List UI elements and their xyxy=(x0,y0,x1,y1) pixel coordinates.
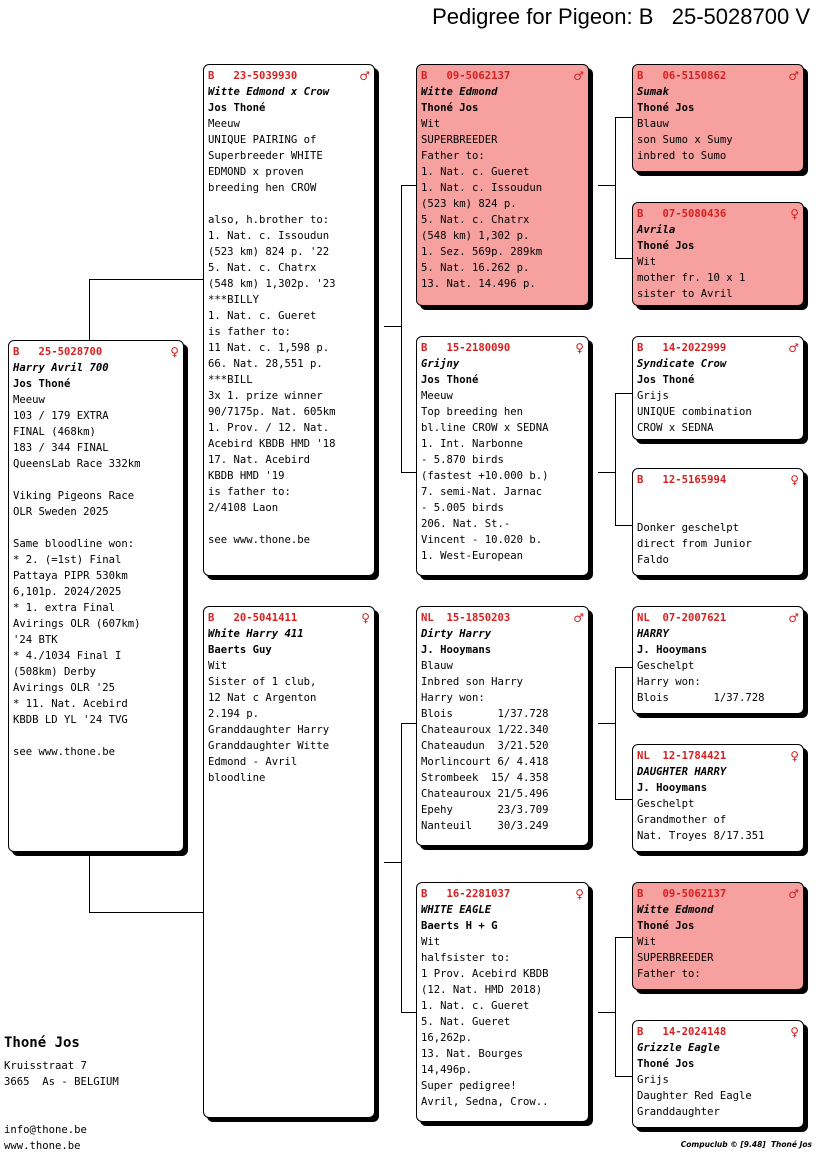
connector xyxy=(401,1012,417,1013)
pigeon-info-line: Wit xyxy=(421,936,441,948)
pigeon-header xyxy=(421,340,584,356)
pigeon-info-line: SUPERBREEDER xyxy=(421,134,498,146)
pigeon-card-main xyxy=(8,340,184,852)
breeder-name: Thoné Jos xyxy=(421,102,479,114)
female-icon: ♀ xyxy=(170,345,179,359)
pigeon-info-line: Wit xyxy=(208,660,228,672)
pigeon-card-sire xyxy=(203,64,375,576)
pigeon-card-dam xyxy=(203,606,375,1118)
owner-city: 3665 As - BELGIUM xyxy=(4,1076,119,1088)
pigeon-info-line: Blauw xyxy=(637,118,669,130)
pigeon-info-line: sister to Avril xyxy=(637,288,733,300)
pigeon-name: Syndicate Crow xyxy=(637,358,727,370)
breeder-name: Jos Thoné xyxy=(13,378,71,390)
page-title: Pedigree for Pigeon: B 25-5028700 V xyxy=(432,4,810,29)
pigeon-header xyxy=(637,610,799,626)
ring-number: B 12-5165994 xyxy=(637,474,727,486)
pigeon-header xyxy=(208,610,370,626)
ring-number: B 07-5080436 xyxy=(637,208,727,220)
pigeon-name: Sumak xyxy=(637,86,669,98)
pigeon-info-line: UNIQUE combination xyxy=(637,406,752,418)
pigeon-info-line: ***BILL xyxy=(208,374,253,386)
pigeon-info-line: Granddaughter xyxy=(637,1106,720,1118)
pigeon-info-line: - 5.005 birds xyxy=(421,502,504,514)
pigeon-info-line: mother fr. 10 x 1 xyxy=(637,272,746,284)
pigeon-info-line: Wit xyxy=(421,118,441,130)
breeder-name: Thoné Jos xyxy=(637,102,695,114)
pigeon-info-line: 1. Nat. c. Gueret xyxy=(208,310,317,322)
female-icon: ♀ xyxy=(790,1025,799,1039)
breeder-name: J. Hooymans xyxy=(637,782,708,794)
pigeon-card-dam-sire-dam xyxy=(632,744,804,852)
pigeon-info-line: 206. Nat. St.- xyxy=(421,518,511,530)
connector xyxy=(615,937,616,1077)
pigeon-header xyxy=(421,68,584,84)
pigeon-info-line: '24 BTK xyxy=(13,634,58,646)
pigeon-header xyxy=(637,340,799,356)
pigeon-info-line: UNIQUE PAIRING of xyxy=(208,134,317,146)
pigeon-info-line: (548 km) 1,302p. '23 xyxy=(208,278,336,290)
pigeon-header xyxy=(637,472,799,488)
pigeon-info-line: 1. Nat. c. Issoudun xyxy=(208,230,330,242)
pigeon-info-line: 3x 1. prize winner xyxy=(208,390,323,402)
ring-number: B 09-5062137 xyxy=(421,70,511,82)
pigeon-info-line: see www.thone.be xyxy=(13,746,116,758)
pigeon-info-line xyxy=(208,196,370,212)
pigeon-info-line: 1 Prov. Acebird KBDB xyxy=(421,968,549,980)
breeder-name xyxy=(637,504,799,520)
pigeon-info-line: bloodline xyxy=(208,772,266,784)
pigeon-info-line: Wit xyxy=(637,256,657,268)
pigeon-info-line: OLR Sweden 2025 xyxy=(13,506,109,518)
pigeon-info-line: Granddaughter Harry xyxy=(208,724,330,736)
pigeon-info-line: Avirings OLR '25 xyxy=(13,682,116,694)
male-icon: ♂ xyxy=(788,69,799,83)
pigeon-info-line: is father to: xyxy=(208,326,291,338)
breeder-name: Jos Thoné xyxy=(208,102,266,114)
connector xyxy=(615,667,616,800)
pigeon-info-line xyxy=(13,728,179,744)
pigeon-name: Witte Edmond x Crow xyxy=(208,86,330,98)
pigeon-info-line: 1. Nat. c. Gueret xyxy=(421,1000,530,1012)
female-icon: ♀ xyxy=(575,887,584,901)
pigeon-info-line: Acebird KBDB HMD '18 xyxy=(208,438,336,450)
pigeon-info-line: 14,496p. xyxy=(421,1064,473,1076)
pigeon-card-sire-dam xyxy=(416,336,589,576)
pigeon-info-line: * 4./1034 Final I xyxy=(13,650,122,662)
pigeon-info-line: 90/7175p. Nat. 605km xyxy=(208,406,336,418)
pigeon-header xyxy=(208,68,370,84)
pigeon-info-line: - 5.870 birds xyxy=(421,454,504,466)
pigeon-name: Dirty Harry xyxy=(421,628,492,640)
pigeon-info-line: Harry won: xyxy=(637,676,701,688)
female-icon: ♀ xyxy=(575,341,584,355)
pigeon-info-line: (548 km) 1,302 p. xyxy=(421,230,530,242)
pigeon-info-line: 1. Prov. / 12. Nat. xyxy=(208,422,330,434)
connector xyxy=(401,185,402,472)
pigeon-info-line: QueensLab Race 332km xyxy=(13,458,141,470)
pigeon-header xyxy=(637,886,799,902)
pigeon-card-dam-sire xyxy=(416,606,589,846)
pigeon-info-line: KBDB LD YL '24 TVG xyxy=(13,714,128,726)
pigeon-name: Witte Edmond xyxy=(637,904,714,916)
pigeon-info-line: FINAL (468km) xyxy=(13,426,96,438)
female-icon: ♀ xyxy=(361,611,370,625)
pigeon-info-line: Superbreeder WHITE xyxy=(208,150,323,162)
pigeon-info-line: Blois 1/37.728 xyxy=(421,708,549,720)
pigeon-card-sire-sire xyxy=(416,64,589,306)
pigeon-info-line: Geschelpt xyxy=(637,798,695,810)
male-icon: ♂ xyxy=(359,69,370,83)
pigeon-info-line: Donker geschelpt xyxy=(637,522,740,534)
pigeon-info-line: is father to: xyxy=(208,486,291,498)
pigeon-info-line: Granddaughter Witte xyxy=(208,740,330,752)
ring-number: B 25-5028700 xyxy=(13,346,103,358)
pigeon-info-line: Strombeek 15/ 4.358 xyxy=(421,772,549,784)
pigeon-info-line: Grandmother of xyxy=(637,814,727,826)
connector xyxy=(598,472,615,473)
connector xyxy=(598,1012,615,1013)
ring-number: NL 15-1850203 xyxy=(421,612,511,624)
pigeon-name: DAUGHTER HARRY xyxy=(637,766,727,778)
pigeon-header xyxy=(637,68,799,84)
pigeon-info-line: Meeuw xyxy=(421,390,453,402)
pigeon-info-line: (fastest +10.000 b.) xyxy=(421,470,549,482)
pigeon-info-line: 1. West-European xyxy=(421,550,524,562)
pigeon-info-line: Viking Pigeons Race xyxy=(13,490,135,502)
connector xyxy=(89,853,90,913)
pigeon-info-line: 16,262p. xyxy=(421,1032,473,1044)
ring-number: B 14-2024148 xyxy=(637,1026,727,1038)
pigeon-header xyxy=(637,206,799,222)
male-icon: ♂ xyxy=(788,611,799,625)
pigeon-card-sire-dam-dam xyxy=(632,468,804,576)
connector xyxy=(401,472,417,473)
connector xyxy=(615,525,632,526)
connector xyxy=(401,185,417,186)
pigeon-info-line: 12 Nat c Argenton xyxy=(208,692,317,704)
pigeon-info-line: Father to: xyxy=(421,150,485,162)
pigeon-info-line: CROW x SEDNA xyxy=(637,422,714,434)
pigeon-name: Witte Edmond xyxy=(421,86,498,98)
pigeon-info-line: ***BILLY xyxy=(208,294,260,306)
pigeon-header xyxy=(13,344,179,360)
pigeon-info-line: direct from Junior xyxy=(637,538,752,550)
owner-name: Thoné Jos xyxy=(4,1035,80,1051)
breeder-name: Baerts H + G xyxy=(421,920,498,932)
pigeon-info-line: Harry won: xyxy=(421,692,485,704)
pigeon-info-line: Faldo xyxy=(637,554,669,566)
pigeon-info-line: Nat. Troyes 8/17.351 xyxy=(637,830,765,842)
ring-number: B 23-5039930 xyxy=(208,70,298,82)
ring-number: B 06-5150862 xyxy=(637,70,727,82)
pigeon-info-line: * 2. (=1st) Final xyxy=(13,554,122,566)
pigeon-info-line: SUPERBREEDER xyxy=(637,952,714,964)
pigeon-info-line: Chateauroux 21/5.496 xyxy=(421,788,549,800)
ring-number: B 09-5062137 xyxy=(637,888,727,900)
pigeon-info-line: also, h.brother to: xyxy=(208,214,330,226)
connector xyxy=(615,1076,632,1077)
owner-street: Kruisstraat 7 xyxy=(4,1060,87,1072)
pigeon-info-line: 183 / 344 FINAL xyxy=(13,442,109,454)
owner-email: info@thone.be xyxy=(4,1124,87,1136)
pigeon-info-line: * 1. extra Final xyxy=(13,602,116,614)
breeder-name: Jos Thoné xyxy=(421,374,479,386)
pigeon-card-sire-sire-sire xyxy=(632,64,804,172)
pigeon-info-line: 7. semi-Nat. Jarnac xyxy=(421,486,543,498)
owner-website: www.thone.be xyxy=(4,1140,81,1152)
ring-number: B 14-2022999 xyxy=(637,342,727,354)
connector xyxy=(598,723,615,724)
breeder-name: Baerts Guy xyxy=(208,644,272,656)
pigeon-info-line: 5. Nat. Gueret xyxy=(421,1016,511,1028)
pigeon-info-line: Sister of 1 club, xyxy=(208,676,317,688)
female-icon: ♀ xyxy=(790,207,799,221)
male-icon: ♂ xyxy=(573,611,584,625)
connector xyxy=(401,723,417,724)
pigeon-info-line xyxy=(13,520,179,536)
connector xyxy=(384,862,401,863)
pigeon-info-line xyxy=(13,472,179,488)
pigeon-info-line: Vincent - 10.020 b. xyxy=(421,534,543,546)
ring-number: NL 12-1784421 xyxy=(637,750,727,762)
pigeon-name: White Harry 411 xyxy=(208,628,304,640)
pigeon-info-line: Meeuw xyxy=(13,394,45,406)
pigeon-info-line: KBDB HMD '19 xyxy=(208,470,285,482)
pigeon-name: HARRY xyxy=(637,628,669,640)
pigeon-info-line: Chateauroux 1/22.340 xyxy=(421,724,549,736)
breeder-name: J. Hooymans xyxy=(421,644,492,656)
breeder-name: Thoné Jos xyxy=(637,1058,695,1070)
pigeon-info-line: (12. Nat. HMD 2018) xyxy=(421,984,543,996)
pigeon-card-sire-sire-dam xyxy=(632,202,804,306)
pigeon-info-line: Blois 1/37.728 xyxy=(637,692,765,704)
pigeon-info-line: Inbred son Harry xyxy=(421,676,524,688)
pigeon-info-line: * 11. Nat. Acebird xyxy=(13,698,128,710)
pigeon-card-dam-dam-sire xyxy=(632,882,804,990)
breeder-name: Thoné Jos xyxy=(637,920,695,932)
pigeon-info-line: see www.thone.be xyxy=(208,534,311,546)
pigeon-info-line: Avirings OLR (607km) xyxy=(13,618,141,630)
pigeon-info-line: Meeuw xyxy=(208,118,240,130)
pigeon-info-line: 5. Nat. c. Chatrx xyxy=(421,214,530,226)
pigeon-info-line: Daughter Red Eagle xyxy=(637,1090,752,1102)
pigeon-card-sire-dam-sire xyxy=(632,336,804,440)
pigeon-info-line: Edmond - Avril xyxy=(208,756,298,768)
ring-number: B 15-2180090 xyxy=(421,342,511,354)
connector xyxy=(598,185,615,186)
pigeon-info-line: halfsister to: xyxy=(421,952,511,964)
pigeon-info-line: 5. Nat. c. Chatrx xyxy=(208,262,317,274)
pigeon-card-dam-dam xyxy=(416,882,589,1122)
male-icon: ♂ xyxy=(573,69,584,83)
male-icon: ♂ xyxy=(788,341,799,355)
pigeon-info-line: 1. Sez. 569p. 289km xyxy=(421,246,543,258)
pigeon-name: Avrila xyxy=(637,224,676,236)
connector xyxy=(615,667,632,668)
pigeon-info-line: Wit xyxy=(637,936,657,948)
pigeon-info-line: 2/4108 Laon xyxy=(208,502,279,514)
connector xyxy=(401,723,402,1013)
pigeon-info-line: Nanteuil 30/3.249 xyxy=(421,820,549,832)
pigeon-header xyxy=(421,886,584,902)
connector xyxy=(615,937,632,938)
pigeon-info-line: Chateaudun 3/21.520 xyxy=(421,740,549,752)
pigeon-info-line: 5. Nat. 16.262 p. xyxy=(421,262,530,274)
pigeon-info-line: 1. Int. Narbonne xyxy=(421,438,524,450)
pigeon-name: WHITE EAGLE xyxy=(421,904,492,916)
pigeon-card-dam-dam-dam xyxy=(632,1020,804,1128)
pigeon-name: Harry Avril 700 xyxy=(13,362,109,374)
pigeon-info-line: (523 km) 824 p. xyxy=(421,198,517,210)
connector xyxy=(89,279,90,342)
pigeon-info-line: Grijs xyxy=(637,390,669,402)
ring-number: B 16-2281037 xyxy=(421,888,511,900)
pigeon-info-line: inbred to Sumo xyxy=(637,150,727,162)
pigeon-info-line: 13. Nat. 14.496 p. xyxy=(421,278,536,290)
connector xyxy=(615,393,632,394)
ring-number: NL 07-2007621 xyxy=(637,612,727,624)
pigeon-header xyxy=(421,610,584,626)
connector xyxy=(384,326,401,327)
pigeon-info-line: 66. Nat. 28,551 p. xyxy=(208,358,323,370)
pigeon-header xyxy=(637,1024,799,1040)
connector xyxy=(615,117,616,259)
pigeon-info-line: son Sumo x Sumy xyxy=(637,134,733,146)
female-icon: ♀ xyxy=(790,473,799,487)
connector xyxy=(615,393,616,526)
pigeon-info-line: 11 Nat. c. 1,598 p. xyxy=(208,342,330,354)
ring-number: B 20-5041411 xyxy=(208,612,298,624)
connector xyxy=(89,912,204,913)
pigeon-name xyxy=(637,488,799,504)
breeder-name: J. Hooymans xyxy=(637,644,708,656)
pigeon-name: Grizzle Eagle xyxy=(637,1042,720,1054)
connector xyxy=(89,279,204,280)
connector xyxy=(615,258,632,259)
pigeon-info-line: (523 km) 824 p. '22 xyxy=(208,246,330,258)
pigeon-info-line: Grijs xyxy=(637,1074,669,1086)
pigeon-info-line: 17. Nat. Acebird xyxy=(208,454,311,466)
pigeon-info-line: Pattaya PIPR 530km xyxy=(13,570,128,582)
breeder-name: Thoné Jos xyxy=(637,240,695,252)
pigeon-card-dam-sire-sire xyxy=(632,606,804,714)
pigeon-info-line: 103 / 179 EXTRA xyxy=(13,410,109,422)
pigeon-info-line: 1. Nat. c. Issoudun xyxy=(421,182,543,194)
pigeon-info-line: 13. Nat. Bourges xyxy=(421,1048,524,1060)
pigeon-info-line: Super pedigree! xyxy=(421,1080,517,1092)
pigeon-info-line: 2.194 p. xyxy=(208,708,260,720)
pigeon-info-line: Avril, Sedna, Crow.. xyxy=(421,1096,549,1108)
connector xyxy=(615,117,632,118)
footer-credit: Compuclub © [9.48] Thoné Jos xyxy=(680,1140,812,1149)
pigeon-info-line: 1. Nat. c. Gueret xyxy=(421,166,530,178)
pigeon-info-line: Same bloodline won: xyxy=(13,538,135,550)
pigeon-info-line: (508km) Derby xyxy=(13,666,96,678)
pigeon-info-line: EDMOND x proven xyxy=(208,166,304,178)
pigeon-info-line: Blauw xyxy=(421,660,453,672)
breeder-name: Jos Thoné xyxy=(637,374,695,386)
pigeon-name: Grijny xyxy=(421,358,460,370)
pigeon-info-line: Father to: xyxy=(637,968,701,980)
pigeon-info-line: Morlincourt 6/ 4.418 xyxy=(421,756,549,768)
pigeon-info-line: Top breeding hen xyxy=(421,406,524,418)
pigeon-info-line: 6,101p. 2024/2025 xyxy=(13,586,122,598)
connector xyxy=(615,799,632,800)
male-icon: ♂ xyxy=(788,887,799,901)
pigeon-info-line: bl.line CROW x SEDNA xyxy=(421,422,549,434)
female-icon: ♀ xyxy=(790,749,799,763)
pigeon-info-line: Geschelpt xyxy=(637,660,695,672)
pigeon-info-line xyxy=(208,516,370,532)
pigeon-info-line: breeding hen CROW xyxy=(208,182,317,194)
pigeon-info-line: Epehy 23/3.709 xyxy=(421,804,549,816)
pigeon-header xyxy=(637,748,799,764)
